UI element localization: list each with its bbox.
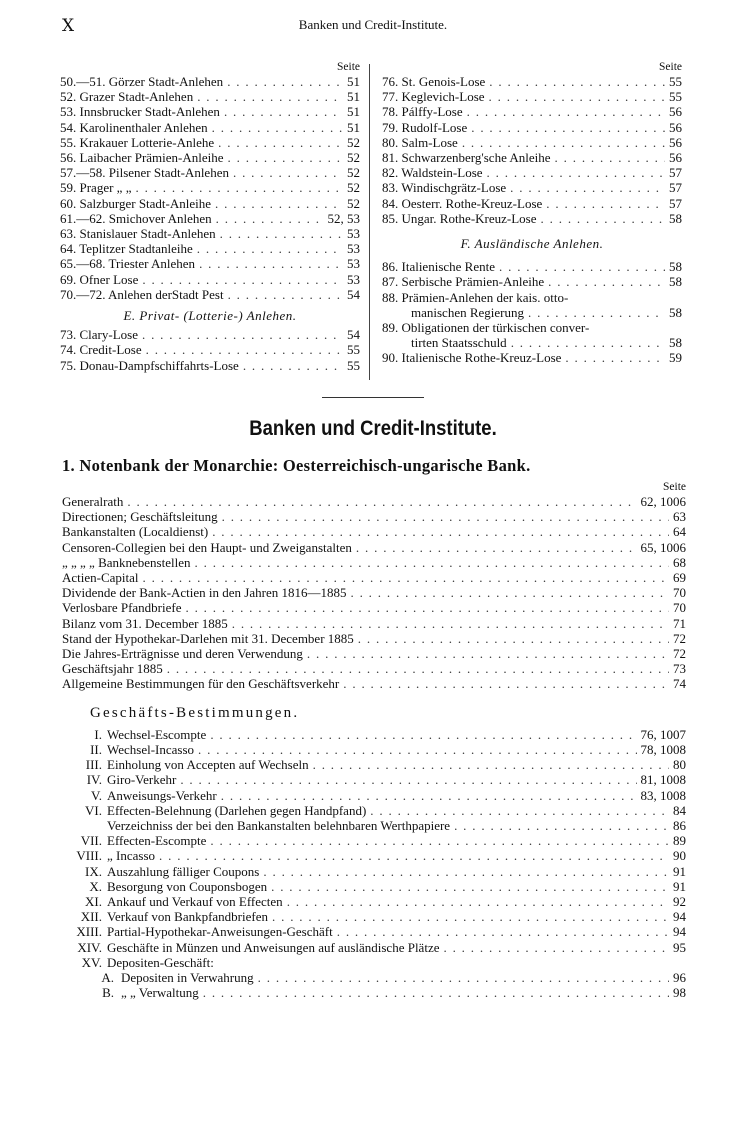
leader-dots [180,772,636,787]
toc-entry [60,196,360,211]
entry-label: 74. Credit-Lose [60,342,142,358]
toc-entry [62,616,686,631]
entry-page: 78, 1008 [640,742,686,758]
leader-dots [489,74,665,89]
leader-dots [167,661,669,676]
entry-label: Depositen in Verwahrung [121,970,254,986]
sub-heading: 1. Notenbank der Monarchie: Oesterreichisch-ungarische Bank. [62,456,531,475]
toc-entry [62,661,686,676]
entry-page: 57 [669,195,682,211]
leader-dots [228,287,343,302]
entry-page: 51 [347,89,360,105]
entry-page: 52 [347,195,360,211]
leader-dots [462,135,665,150]
toc-entry [62,631,686,646]
toc-entry [62,555,686,570]
entry-label: Wechsel-Escompte [107,726,207,742]
entry-label: 61.—62. Smichover Anlehen [60,210,212,226]
toc-entry [60,180,360,195]
leader-dots [210,833,669,848]
toc-entry [60,150,360,165]
leader-dots [212,120,343,135]
entry-page: 53 [347,241,360,257]
entry-page: 96 [673,970,686,986]
toc-entry [60,226,360,241]
entry-page: 57 [669,165,682,181]
entry-page: 52 [347,180,360,196]
toc-entry [62,570,686,585]
toc-entry-line2 [382,335,682,350]
toc-entry [62,970,686,985]
main-items [62,494,686,692]
entry-page: 51 [347,104,360,120]
entry-label: 86. Italienische Rente [382,259,495,275]
leader-dots [159,848,669,863]
leader-dots [356,540,637,555]
entry-label: Bilanz vom 31. December 1885 [62,615,228,631]
entry-label: Effecten-Belehnung (Darlehen gegen Handpfand) [107,802,367,818]
leader-dots [216,211,324,226]
sub-letter: A. [101,970,114,986]
leader-dots [271,879,669,894]
leader-dots [510,180,665,195]
entry-label: 84. Oesterr. Rothe-Kreuz-Lose [382,195,543,211]
entry-page: 52 [347,150,360,166]
entry-page: 55 [669,74,682,89]
entry-label: Die Jahres-Erträgnisse und deren Verwendung [62,646,303,662]
toc-entry [62,788,686,803]
roman-numeral: XIV. [77,939,102,955]
toc-entry [62,676,686,691]
entry-label: Partial-Hypothekar-Anweisungen-Geschäft [107,924,333,940]
leader-dots [548,274,665,289]
leader-dots [215,196,343,211]
roman-numeral: VIII. [76,848,102,864]
seite-label: Seite [337,61,360,73]
entry-page: 86 [673,818,686,834]
toc-entry [382,120,682,135]
entry-label: 55. Krakauer Lotterie-Anlehe [60,134,215,150]
entry-page: 54 [347,327,360,343]
sub-letter: B. [102,985,114,1001]
leader-dots [143,570,669,585]
entry-label: Geschäfte in Münzen und Anweisungen auf ausländische Plätze [107,939,440,955]
leader-dots [212,524,669,539]
entry-page: 58 [669,210,682,226]
entry-page: 89 [673,833,686,849]
entry-label: 63. Stanislauer Stadt-Anlehen [60,226,216,242]
leader-dots [221,788,637,803]
leader-dots [358,631,669,646]
entry-label: 53. Innsbrucker Stadt-Anlehen [60,104,220,120]
toc-entry [60,241,360,256]
section-f-heading: F. Ausländische Anlehen. [460,236,604,252]
leader-dots [197,241,343,256]
entry-page: 58 [669,274,682,290]
column-divider [369,64,370,380]
toc-entry [62,600,686,615]
entry-page: 84 [673,802,686,818]
toc-entry [382,350,682,365]
entry-page: 53 [347,256,360,272]
toc-entry [60,165,360,180]
toc-entry [60,120,360,135]
entry-page: 95 [673,939,686,955]
entry-label: „ Incasso [107,848,156,864]
leader-dots [233,165,343,180]
section-e-heading: E. Privat- (Lotterie-) Anlehen. [123,308,297,324]
toc-entry [62,955,686,970]
entry-page: 64 [673,524,686,540]
toc-entry [62,540,686,555]
entry-label: 76. St. Genois-Lose [382,74,486,89]
roman-numeral: IV. [86,772,102,788]
toc-entry [62,833,686,848]
geschaefts-heading: Geschäfts-Bestimmungen. [90,704,300,721]
entry-label: Depositen-Geschäft: [107,954,214,970]
toc-entry [62,909,686,924]
entry-page: 55 [347,357,360,373]
entry-page: 56 [669,134,682,150]
leader-dots [146,342,343,357]
toc-entry [62,985,686,1000]
leader-dots [210,727,636,742]
leader-dots [443,940,669,955]
leader-dots [307,646,669,661]
leader-dots [313,757,669,772]
entry-label: manischen Regierung [411,304,524,320]
entry-page: 90 [673,848,686,864]
entry-label: 64. Teplitzer Stadtanleihe [60,241,193,257]
entry-label: 90. Italienische Rothe-Kreuz-Lose [382,350,562,366]
toc-entry [62,509,686,524]
entry-label: Effecten-Escompte [107,833,207,849]
leader-dots [222,509,669,524]
entry-label: „ „ Verwaltung [121,985,199,1001]
entry-label: Verkauf von Bankpfandbriefen [107,909,268,925]
leader-dots [195,555,670,570]
entry-label: 54. Karolinenthaler Anlehen [60,119,208,135]
leader-dots [499,259,665,274]
toc-entry [382,180,682,195]
entry-page: 81, 1008 [640,772,686,788]
toc-entry [62,494,686,509]
entry-page: 52 [347,165,360,181]
leader-dots [272,909,669,924]
roman-numeral: II. [90,742,102,758]
entry-label: Actien-Capital [62,570,139,586]
toc-entry [62,894,686,909]
leader-dots [220,226,343,241]
entry-page: 56 [669,119,682,135]
entry-page: 94 [673,924,686,940]
entry-label: Geschäftsjahr 1885 [62,661,163,677]
toc-entry [382,165,682,180]
leader-dots [541,211,665,226]
left-items [60,74,360,302]
bestimmungen-items [62,727,686,970]
toc-entry [60,135,360,150]
entry-page: 58 [669,259,682,275]
toc-entry [62,848,686,863]
leader-dots [228,150,343,165]
leader-dots [555,150,665,165]
entry-page: 51 [347,119,360,135]
entry-label: Censoren-Collegien bei den Haupt- und Zweiganstalten [62,539,352,555]
entry-label: 89. Obligationen der türkischen conver- [382,320,590,336]
toc-entry [60,358,360,373]
leader-dots [135,180,343,195]
leader-dots [337,924,669,939]
entry-label: „ „ „ „ Banknebenstellen [62,554,191,570]
entry-label: 82. Waldstein-Lose [382,165,483,181]
entry-page: 59 [669,350,682,366]
entry-label: 79. Rudolf-Lose [382,119,468,135]
entry-label: 80. Salm-Lose [382,134,458,150]
toc-entry [62,772,686,787]
leader-dots [227,74,343,89]
toc-entry [62,818,686,833]
entry-page: 62, 1006 [640,494,686,509]
toc-entry-line2 [382,305,682,320]
leader-dots [528,305,665,320]
entry-page: 58 [669,304,682,320]
right-column [382,60,682,366]
leader-dots [546,196,665,211]
toc-entry [62,803,686,818]
entry-label: 75. Donau-Dampfschiffahrts-Lose [60,357,239,373]
toc-entry [62,940,686,955]
toc-entry [62,585,686,600]
seite-label: Seite [659,61,682,73]
roman-numeral: I. [94,726,102,742]
entry-page: 76, 1007 [640,726,686,742]
entry-page: 56 [669,150,682,166]
entry-page: 91 [673,878,686,894]
toc-entry [382,274,682,289]
leader-dots [218,135,343,150]
entry-label: Besorgung von Couponsbogen [107,878,268,894]
entry-page: 72 [673,646,686,662]
entry-page: 55 [347,342,360,358]
toc-entry [60,256,360,271]
entry-page: 56 [669,104,682,120]
leader-dots [203,985,669,1000]
toc-entry-line1 [382,290,682,305]
entry-page: 63 [673,509,686,525]
entry-page: 55 [669,89,682,105]
entry-label: 81. Schwarzenberg'sche Anleihe [382,150,551,166]
toc-entry [62,864,686,879]
roman-numeral: III. [85,757,102,773]
entry-label: Dividende der Bank-Actien in den Jahren 1816—1885 [62,585,347,601]
entry-page: 52 [347,134,360,150]
roman-numeral: X. [89,878,102,894]
entry-page: 91 [673,863,686,879]
entry-label: Directionen; Geschäftsleitung [62,509,218,525]
left-column [60,60,360,373]
page-number: X [62,16,75,36]
entry-label: 69. Ofner Lose [60,271,139,287]
leader-dots [565,350,665,365]
entry-page: 57 [669,180,682,196]
roman-numeral: V. [91,787,102,803]
entry-page: 83, 1008 [640,787,686,803]
entry-label: Generalrath [62,494,124,509]
toc-entry [60,327,360,342]
entry-label: 83. Windischgrätz-Lose [382,180,507,196]
roman-numeral: XI. [85,894,102,910]
toc-entry [60,74,360,89]
toc-entry [60,342,360,357]
toc-entry [60,104,360,119]
toc-entry [382,196,682,211]
leader-dots [199,256,343,271]
leader-dots [287,894,669,909]
leader-dots [142,327,343,342]
entry-label: 56. Laibacher Prämien-Anleihe [60,150,224,166]
leader-dots [243,358,343,373]
entry-page: 68 [673,554,686,570]
entry-page: 98 [673,985,686,1001]
entry-label: 73. Clary-Lose [60,327,138,343]
entry-label: 50.—51. Görzer Stadt-Anlehen [60,74,224,89]
entry-label: Einholung von Accepten auf Wechseln [107,757,309,773]
leader-dots [224,104,343,119]
roman-numeral: VI. [85,802,102,818]
running-head: Banken und Credit-Institute. [298,17,448,32]
toc-entry [60,89,360,104]
entry-label: 85. Ungar. Rothe-Kreuz-Lose [382,210,537,226]
entry-label: 57.—58. Pilsener Stadt-Anlehen [60,165,229,181]
toc-entry [60,272,360,287]
entry-page: 54 [347,286,360,302]
leader-dots [343,676,669,691]
leader-dots [370,803,669,818]
leader-dots [489,89,665,104]
leader-dots [471,120,665,135]
entry-page: 51 [347,74,360,89]
roman-numeral: XII. [80,909,102,925]
entry-label: Wechsel-Incasso [107,742,195,758]
toc-entry [62,879,686,894]
entry-label: Allgemeine Bestimmungen für den Geschäftsverkehr [62,676,340,692]
toc-entry [382,259,682,274]
toc-entry [62,646,686,661]
toc-entry [62,742,686,757]
leader-dots [197,89,343,104]
entry-label: 59. Prager „ „ [60,180,132,196]
leader-dots [258,970,669,985]
leader-dots [263,864,669,879]
leader-dots [185,600,669,615]
toc-entry [382,211,682,226]
entry-page: 73 [673,661,686,677]
leader-dots [467,104,665,119]
entry-label: 78. Pálffy-Lose [382,104,463,120]
entry-page: 74 [673,676,686,692]
toc-entry [382,74,682,89]
leader-dots [350,585,669,600]
entry-label: Verlosbare Pfandbriefe [62,600,182,616]
entry-label: Stand der Hypothekar-Darlehen mit 31. December 1885 [62,630,354,646]
leader-dots [511,335,665,350]
entry-label: 77. Keglevich-Lose [382,89,485,105]
roman-numeral: XV. [81,954,102,970]
entry-label: Auszahlung fälliger Coupons [107,863,260,879]
toc-entry [382,89,682,104]
entry-label: 70.—72. Anlehen derStadt Pest [60,286,224,302]
main-toc [62,480,686,1001]
entry-label: Bankanstalten (Localdienst) [62,524,209,540]
right-items [382,74,682,226]
entry-label: 65.—68. Triester Anlehen [60,256,196,272]
leader-dots [127,494,636,509]
depositen-items [62,970,686,1000]
toc-entry [60,211,360,226]
entry-label: Ankauf und Verkauf von Effecten [107,894,283,910]
entry-label: tirten Staatsschuld [411,335,507,351]
entry-page: 70 [673,600,686,616]
toc-entry-line1 [382,320,682,335]
toc-entry [382,150,682,165]
entry-label: 87. Serbische Prämien-Anleihe [382,274,545,290]
toc-entry [62,524,686,539]
leader-dots [198,742,636,757]
entry-page: 72 [673,630,686,646]
left-items-e [60,327,360,373]
right-items-f [382,259,682,365]
main-heading: Banken und Credit-Institute. [249,417,497,440]
entry-page: 53 [347,226,360,242]
entry-label: 88. Prämien-Anlehen der kais. otto- [382,289,569,305]
leader-dots [454,818,669,833]
entry-page: 71 [673,615,686,631]
toc-entry [382,135,682,150]
toc-entry [62,757,686,772]
section-rule [322,397,424,398]
entry-page: 70 [673,585,686,601]
entry-page: 94 [673,909,686,925]
toc-entry [62,727,686,742]
roman-numeral: IX. [85,863,102,879]
entry-page: 53 [347,271,360,287]
entry-label: Giro-Verkehr [107,772,177,788]
toc-entry [60,287,360,302]
leader-dots [487,165,665,180]
entry-label: Anweisungs-Verkehr [107,787,217,803]
roman-numeral: VII. [80,833,102,849]
entry-page: 65, 1006 [640,539,686,555]
entry-page: 52, 53 [327,210,360,226]
roman-numeral: XIII. [76,924,102,940]
entry-label: Verzeichniss der bei den Bankanstalten belehnbaren Werthpapiere [107,818,451,834]
entry-label: 52. Grazer Stadt-Anlehen [60,89,194,105]
entry-page: 92 [673,894,686,910]
entry-page: 80 [673,757,686,773]
toc-entry [62,924,686,939]
entry-page: 58 [669,335,682,351]
entry-label: 60. Salzburger Stadt-Anleihe [60,195,212,211]
toc-entry [382,104,682,119]
leader-dots [232,616,669,631]
entry-page: 69 [673,570,686,586]
leader-dots [142,272,343,287]
seite-label: Seite [663,481,686,493]
